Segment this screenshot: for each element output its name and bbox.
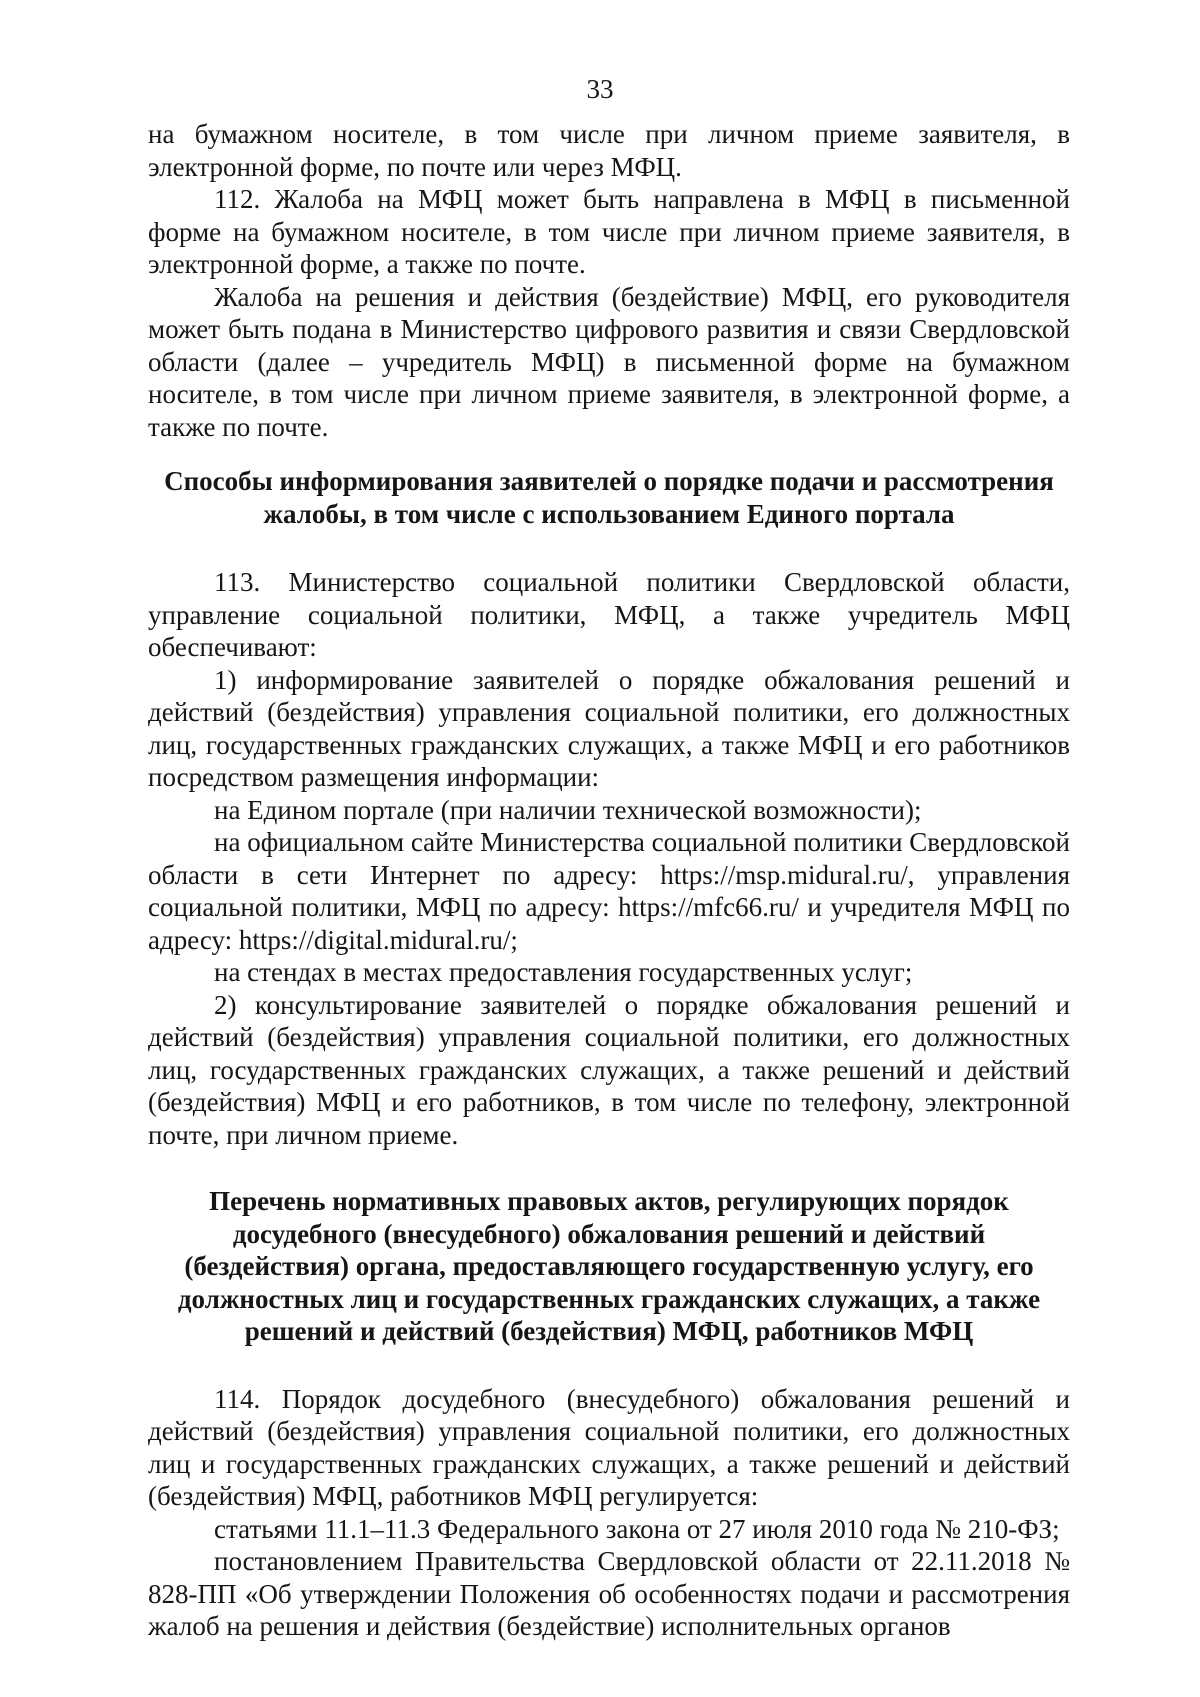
paragraph-113-item-1: 1) информирование заявителей о порядке обжалования решений и действий (бездействия) управления социальной политики, его должностных лиц, государственных гражданских служащих, а также МФЦ и его работников посредством размещения информации: <box>148 664 1070 792</box>
paragraph-114: 114. Порядок досудебного (внесудебного) обжалования решений и действий (бездействия) управления социальной политики, его должностных лиц и государственных гражданских служащих, а также решений и действий (бездействия) МФЦ, работников МФЦ регулируется: <box>148 1383 1070 1511</box>
page-number: 33 <box>586 74 614 104</box>
paragraph-113: 113. Министерство социальной политики Свердловской области, управление социальной политики, МФЦ, а также учредитель МФЦ обеспечивают: <box>148 567 1070 662</box>
paragraph-federal-law: статьями 11.1–11.3 Федерального закона от 27 июля 2010 года № 210-ФЗ; <box>214 1513 1060 1544</box>
section-heading-legal-acts: Перечень нормативных правовых актов, регулирующих порядок досудебного (внесудебного) обжалования решений и действий (бездействия) органа, предоставляющего государственную услугу, его должностных лиц и государственных гражданских служащих, а также решений и действий (бездействия) МФЦ, работников МФЦ <box>177 1186 1041 1346</box>
paragraph-official-sites: на официальном сайте Министерства социальной политики Свердловской области в сети Интернет по адресу: https://msp.midural.ru/, управления социальной политики, МФЦ по адресу: https://mfc66.ru/ и учредителя МФЦ по адресу: https://digital.midural.ru/; <box>148 827 1070 955</box>
document-body <box>148 118 1070 1643</box>
paragraph-single-portal: на Едином портале (при наличии технической возможности); <box>214 794 922 825</box>
paragraph-government-resolution: постановлением Правительства Свердловской области от 22.11.2018 № 828-ПП «Об утверждении Положения об особенностях подачи и рассмотрения жалоб на решения и действия (бездействие) исполнительных органов <box>148 1546 1070 1641</box>
paragraph-113-item-2: 2) консультирование заявителей о порядке обжалования решений и действий (бездействия) управления социальной политики, его должностных лиц, государственных гражданских служащих, а также решений и действий (бездействия) МФЦ и его работников, в том числе по телефону, электронной почте, при личном приеме. <box>148 989 1070 1150</box>
paragraph-112: 112. Жалоба на МФЦ может быть направлена в МФЦ в письменной форме на бумажном носителе, в том числе при личном приеме заявителя, в электронной форме, а также по почте. <box>148 184 1070 279</box>
paragraph-continuation: на бумажном носителе, в том числе при личном приеме заявителя, в электронной форме, по почте или через МФЦ. <box>148 119 1070 182</box>
section-heading-informing: Способы информирования заявителей о порядке подачи и рассмотрения жалобы, в том числе с использованием Единого портала <box>164 466 1054 529</box>
paragraph-complaint-founder: Жалоба на решения и действия (бездействие) МФЦ, его руководителя может быть подана в Министерство цифрового развития и связи Свердловской области (далее – учредитель МФЦ) в письменной форме на бумажном носителе, в том числе при личном приеме заявителя, в электронной форме, а также по почте. <box>148 281 1070 442</box>
paragraph-stands: на стендах в местах предоставления государственных услуг; <box>214 957 913 987</box>
